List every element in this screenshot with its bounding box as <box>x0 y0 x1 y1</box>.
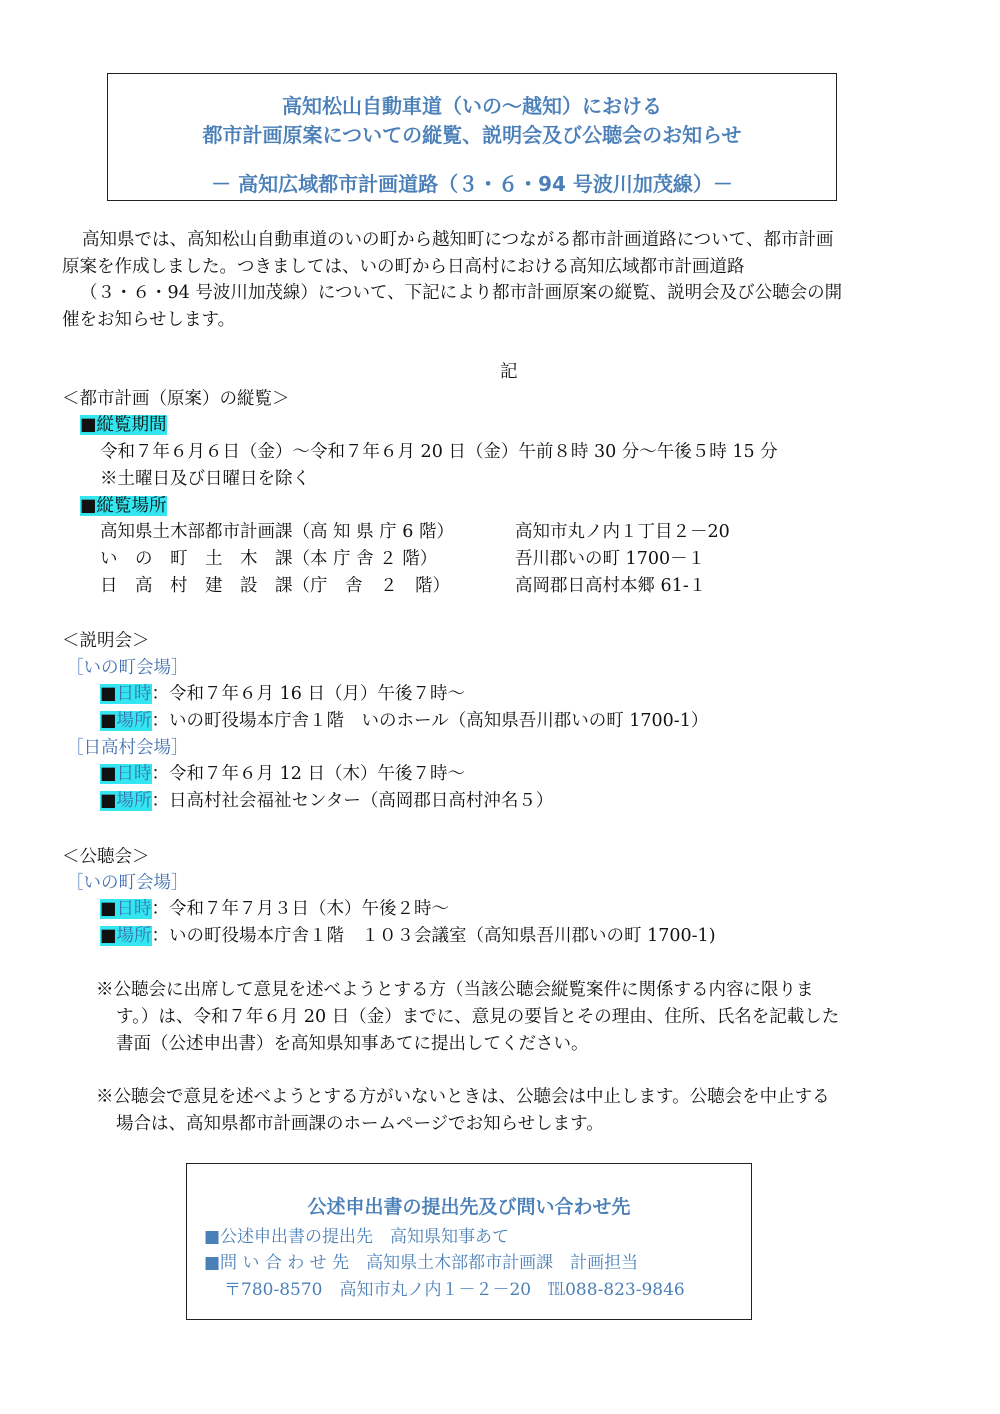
setsumeikai-ino-label: ［いの町会場］ <box>66 658 189 678</box>
ki-mark: 記 <box>500 362 518 382</box>
note1-line-2: す。）は、令和７年６月 20 日（金）までに、意見の要旨とその理由、住所、氏名を記載した <box>116 1007 840 1027</box>
setsumeikai-hidaka-place: ■場所：日高村社会福祉センター（高岡郡日高村沖名５） <box>100 791 554 811</box>
intro-line-3: （３・６・94 号波川加茂線）について、下記により都市計画原案の縦覧、説明会及び公聴会の開 <box>80 283 843 303</box>
place-office-3: 日 高 村 建 設 課（庁 舎 ２ 階） <box>100 576 450 596</box>
place-address-1: 高知市丸ノ内１丁目２－20 <box>515 522 730 542</box>
intro-line-1: 高知県では、高知松山自動車道のいの町から越知町につながる都市計画道路について、都市計画 <box>82 230 834 250</box>
note1-line-3: 書面（公述申出書）を高知県知事あてに提出してください。 <box>116 1034 589 1054</box>
setsumeikai-heading: ＜説明会＞ <box>62 631 150 651</box>
kochokai-ino-date: ■日時：令和７年７月３日（木）午後２時～ <box>100 899 450 919</box>
note2-line-1: ※公聴会で意見を述べようとする方がいないときは、公聴会は中止します。公聴会を中止する <box>96 1087 830 1107</box>
kochokai-ino-label: ［いの町会場］ <box>66 873 189 893</box>
contact-line-3: 〒780-8570 高知市丸ノ内１－２－20 ℡088-823-9846 <box>224 1280 685 1300</box>
intro-line-4: 催をお知らせします。 <box>62 310 236 330</box>
juran-period-text: 令和７年６月６日（金）～令和７年６月 20 日（金）午前８時 30 分～午後５時 15 分 <box>100 442 778 462</box>
kochokai-ino-place: ■場所：いの町役場本庁舎１階 １０３会議室（高知県吾川郡いの町 1700-1) <box>100 926 716 946</box>
juran-heading: ＜都市計画（原案）の縦覧＞ <box>62 389 290 409</box>
place-address-3: 高岡郡日高村本郷 61-１ <box>515 576 707 596</box>
title-line-1: 高知松山自動車道（いの～越知）における <box>282 94 662 118</box>
note1-line-1: ※公聴会に出席して意見を述べようとする方（当該公聴会縦覧案件に関係する内容に限りま <box>96 980 814 1000</box>
place-address-2: 吾川郡いの町 1700－１ <box>515 549 706 569</box>
juran-place-label: ■縦覧場所 <box>80 496 167 516</box>
setsumeikai-hidaka-label: ［日高村会場］ <box>66 738 189 758</box>
title-line-2: 都市計画原案についての縦覧、説明会及び公聴会のお知らせ <box>202 123 742 147</box>
contact-line-2: ■問 い 合 わ せ 先 高知県土木部都市計画課 計画担当 <box>204 1253 639 1273</box>
juran-period-note: ※土曜日及び日曜日を除く <box>100 469 310 489</box>
juran-period-label: ■縦覧期間 <box>80 415 167 435</box>
title-box <box>107 73 837 201</box>
contact-line-1: ■公述申出書の提出先 高知県知事あて <box>204 1227 510 1247</box>
note2-line-2: 場合は、高知県都市計画課のホームページでお知らせします。 <box>116 1114 604 1134</box>
title-subtitle: － 高知広域都市計画道路（３・６・94 号波川加茂線）－ <box>211 172 733 196</box>
contact-title: 公述申出書の提出先及び問い合わせ先 <box>307 1196 631 1218</box>
contact-box <box>186 1163 752 1320</box>
setsumeikai-hidaka-date: ■日時：令和７年６月 12 日（木）午後７時～ <box>100 764 465 784</box>
place-office-1: 高知県土木部都市計画課（高 知 県 庁 6 階） <box>100 522 454 542</box>
setsumeikai-ino-place: ■場所：いの町役場本庁舎１階 いのホール（高知県吾川郡いの町 1700-1） <box>100 711 709 731</box>
intro-line-2: 原案を作成しました。つきましては、いの町から日高村における高知広域都市計画道路 <box>62 257 745 277</box>
setsumeikai-ino-date: ■日時：令和７年６月 16 日（月）午後７時～ <box>100 684 465 704</box>
kochokai-heading: ＜公聴会＞ <box>62 847 150 867</box>
place-office-2: い の 町 土 木 課（本 庁 舎 ２ 階） <box>100 549 438 569</box>
